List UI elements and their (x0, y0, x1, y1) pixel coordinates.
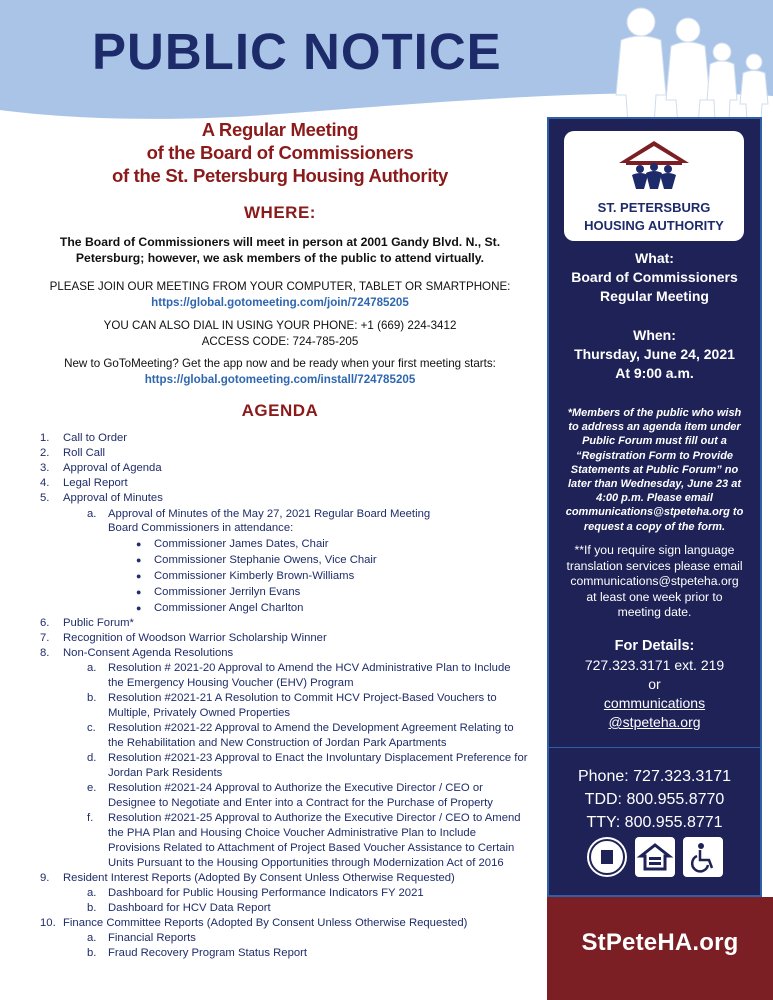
agenda-subtext: Dashboard for HCV Data Report (108, 902, 271, 914)
install-text: New to GoToMeeting? Get the app now and be ready when your first meeting starts: (64, 357, 496, 370)
resolution-line: Designee to Negotiate and Enter into a Contract for the Purchase of Property (108, 797, 493, 809)
agenda-letter: a. (87, 887, 97, 899)
details-phone: 727.323.3171 ext. 219 (584, 657, 725, 673)
commissioner-name: Commissioner Kimberly Brown-Williams (154, 570, 355, 582)
public-forum-note (549, 406, 760, 534)
agenda-number: 7. (40, 632, 50, 644)
meeting-title-line: of the Board of Commissioners (146, 142, 414, 163)
resolution-line: Resolution #2021-24 Approval to Authorize the Executive Director / CEO or (108, 782, 483, 794)
tty-number: TTY: 800.955.8771 (586, 814, 723, 831)
agenda-text: Finance Committee Reports (Adopted By Consent Unless Otherwise Requested) (63, 917, 468, 929)
what-line: Regular Meeting (600, 288, 709, 304)
where-heading: WHERE: (244, 203, 316, 222)
agenda-subtext: Fraud Recovery Program Status Report (108, 947, 308, 959)
agenda-subtext: Financial Reports (108, 932, 196, 944)
agenda-number: 4. (40, 477, 50, 489)
when-label: When: (633, 327, 676, 343)
agenda-letter: e. (87, 782, 97, 794)
resolution-line: Resolution #2021-22 Approval to Amend the Development Agreement Relating to (108, 722, 514, 734)
family-illustration (596, 0, 773, 125)
join-text: PLEASE JOIN OUR MEETING FROM YOUR COMPUTER, TABLET OR SMARTPHONE: (49, 280, 511, 293)
note-line: Statements at Public Forum” no (570, 463, 739, 476)
logo (564, 131, 744, 241)
resolution-line: the Rehabilitation and New Construction of Jordan Park Apartments (108, 737, 447, 749)
note-line: Public Forum must fill out a (582, 435, 727, 448)
agenda-number: 1. (40, 432, 50, 444)
equal-housing-icon (635, 837, 675, 877)
agenda-letter: c. (87, 722, 96, 734)
commissioner-name: Commissioner Angel Charlton (154, 602, 304, 614)
details-heading: For Details: (614, 638, 695, 654)
tdd-number: TDD: 800.955.8770 (584, 791, 725, 808)
resolution-line: the PHA Plan and Housing Choice Voucher Administrative Plan to Include (108, 827, 476, 839)
join-block (40, 279, 520, 310)
divider (549, 747, 760, 748)
house-logo-icon (564, 131, 744, 201)
agenda-heading: AGENDA (241, 401, 319, 420)
note-line: communications@stpeteha.org to (565, 506, 744, 519)
agenda-number: 10. (40, 917, 56, 929)
bullet-icon: ● (136, 587, 142, 597)
resolution-line: Resolution # 2021-20 Approval to Amend the HCV Administrative Plan to Include (108, 662, 511, 674)
dial-line: YOU CAN ALSO DIAL IN USING YOUR PHONE: +1 (669) 224-3412 (103, 319, 457, 332)
sign-line: meeting date. (617, 605, 692, 619)
install-link[interactable]: https://global.gotomeeting.com/install/724785205 (144, 372, 416, 386)
website-link[interactable]: StPeteHA.org (581, 929, 739, 956)
agenda-number: 9. (40, 872, 50, 884)
resolution-line: Multiple, Privately Owned Properties (108, 707, 291, 719)
agenda-number: 6. (40, 617, 50, 629)
what-block (549, 249, 760, 306)
when-time: At 9:00 a.m. (615, 365, 694, 381)
logo-text (564, 199, 744, 235)
resolution-line: Resolution #2021-21 A Resolution to Commit HCV Project-Based Vouchers to (108, 692, 497, 704)
note-line: “Registration Form to Provide (575, 449, 734, 462)
phone-block (549, 765, 760, 834)
bullet-icon: ● (136, 539, 142, 549)
sign-line: translation services please email (566, 558, 743, 573)
logo-line: HOUSING AUTHORITY (584, 218, 724, 233)
meeting-title-line: A Regular Meeting (201, 119, 359, 140)
agenda-number: 3. (40, 462, 50, 474)
agenda-letter: a. (87, 662, 97, 674)
page-title: PUBLIC NOTICE (92, 23, 502, 80)
agenda-subtext: Approval of Minutes of the May 27, 2021 Regular Board Meeting (108, 508, 431, 520)
sign-language-note (549, 543, 760, 621)
agenda-letter: f. (87, 812, 94, 824)
install-block (40, 356, 520, 387)
what-label: What: (635, 250, 674, 266)
commissioner-name: Commissioner James Dates, Chair (154, 538, 329, 550)
resolution-line: Provisions Related to Attachment of Project Based Voucher Assistance to Certain (108, 842, 515, 854)
access-code: ACCESS CODE: 724-785-205 (201, 334, 359, 348)
details-block (549, 637, 760, 732)
resolution-line: Resolution #2021-25 Approval to Authorize the Executive Director / CEO to Amend (108, 812, 521, 824)
dial-block (40, 318, 520, 349)
bullet-icon: ● (136, 571, 142, 581)
details-email-link[interactable]: communications (603, 695, 706, 711)
resolution-line: Resolution #2021-23 Approval to Enact the Involuntary Displacement Preference for (108, 752, 528, 764)
agenda-number: 8. (40, 647, 50, 659)
note-line: *Members of the public who wish (567, 407, 742, 419)
when-date: Thursday, June 24, 2021 (574, 346, 735, 362)
agenda-text: Roll Call (63, 447, 106, 459)
sign-line: **If you require sign language (574, 543, 735, 557)
sidebar (547, 117, 762, 897)
note-line: to address an agenda item under (568, 421, 741, 434)
agenda-text: Recognition of Woodson Warrior Scholarship Winner (63, 632, 327, 644)
join-link[interactable]: https://global.gotomeeting.com/join/724785205 (151, 295, 409, 309)
agenda-text: Resident Interest Reports (Adopted By Consent Unless Otherwise Requested) (63, 872, 455, 884)
agenda-text: Call to Order (63, 432, 128, 444)
where-line: Petersburg; however, we ask members of the public to attend virtually. (75, 251, 485, 265)
agenda-text: Approval of Agenda (63, 462, 162, 474)
agenda-letter: b. (87, 902, 97, 914)
footer-band (547, 897, 773, 1000)
bullet-icon: ● (136, 603, 142, 613)
agenda-letter: b. (87, 947, 97, 959)
commissioner-name: Commissioner Jerrilyn Evans (154, 586, 301, 598)
agenda-number: 5. (40, 492, 50, 504)
note-line: 4:00 p.m. Please email (596, 492, 713, 505)
meeting-title (50, 118, 510, 187)
agenda-text: Public Forum* (63, 617, 134, 629)
agenda-text: Approval of Minutes (63, 492, 163, 504)
agenda-letter: b. (87, 692, 97, 704)
note-line: request a copy of the form. (583, 520, 726, 533)
details-email-link[interactable]: @stpeteha.org (608, 714, 701, 730)
where-text (40, 234, 520, 266)
agenda-letter: d. (87, 752, 97, 764)
agenda-subtext: Dashboard for Public Housing Performance Indicators FY 2021 (108, 887, 424, 899)
what-line: Board of Commissioners (571, 269, 738, 285)
resolution-line: Jordan Park Residents (108, 767, 223, 779)
meeting-title-line: of the St. Petersburg Housing Authority (111, 165, 449, 186)
commissioner-name: Commissioner Stephanie Owens, Vice Chair (154, 554, 377, 566)
resolution-line: Units Pursuant to the Housing Opportunities through Modernization Act of 2016 (108, 857, 504, 869)
agenda-text: Legal Report (63, 477, 128, 489)
attendance-text: Board Commissioners in attendance: (108, 522, 294, 534)
agenda-letter: a. (87, 932, 97, 944)
agenda-number: 2. (40, 447, 50, 459)
where-line: The Board of Commissioners will meet in person at 2001 Gandy Blvd. N., St. (59, 235, 501, 249)
bullet-icon: ● (136, 555, 142, 565)
resolution-line: the Emergency Housing Voucher (EHV) Program (108, 677, 354, 689)
agenda-letter: a. (87, 508, 97, 520)
when-block (549, 326, 760, 383)
sign-line: communications@stpeteha.org (570, 574, 739, 588)
note-line: later than Wednesday, June 23 at (567, 478, 741, 491)
accessibility-icon (683, 837, 723, 877)
logo-line: ST. PETERSBURG (597, 200, 711, 215)
phone-number: Phone: 727.323.3171 (577, 768, 732, 785)
agenda-text: Non-Consent Agenda Resolutions (63, 647, 234, 659)
sign-line: at least one week prior to (586, 589, 723, 604)
hud-seal-icon (587, 837, 627, 877)
details-or: or (648, 676, 661, 692)
